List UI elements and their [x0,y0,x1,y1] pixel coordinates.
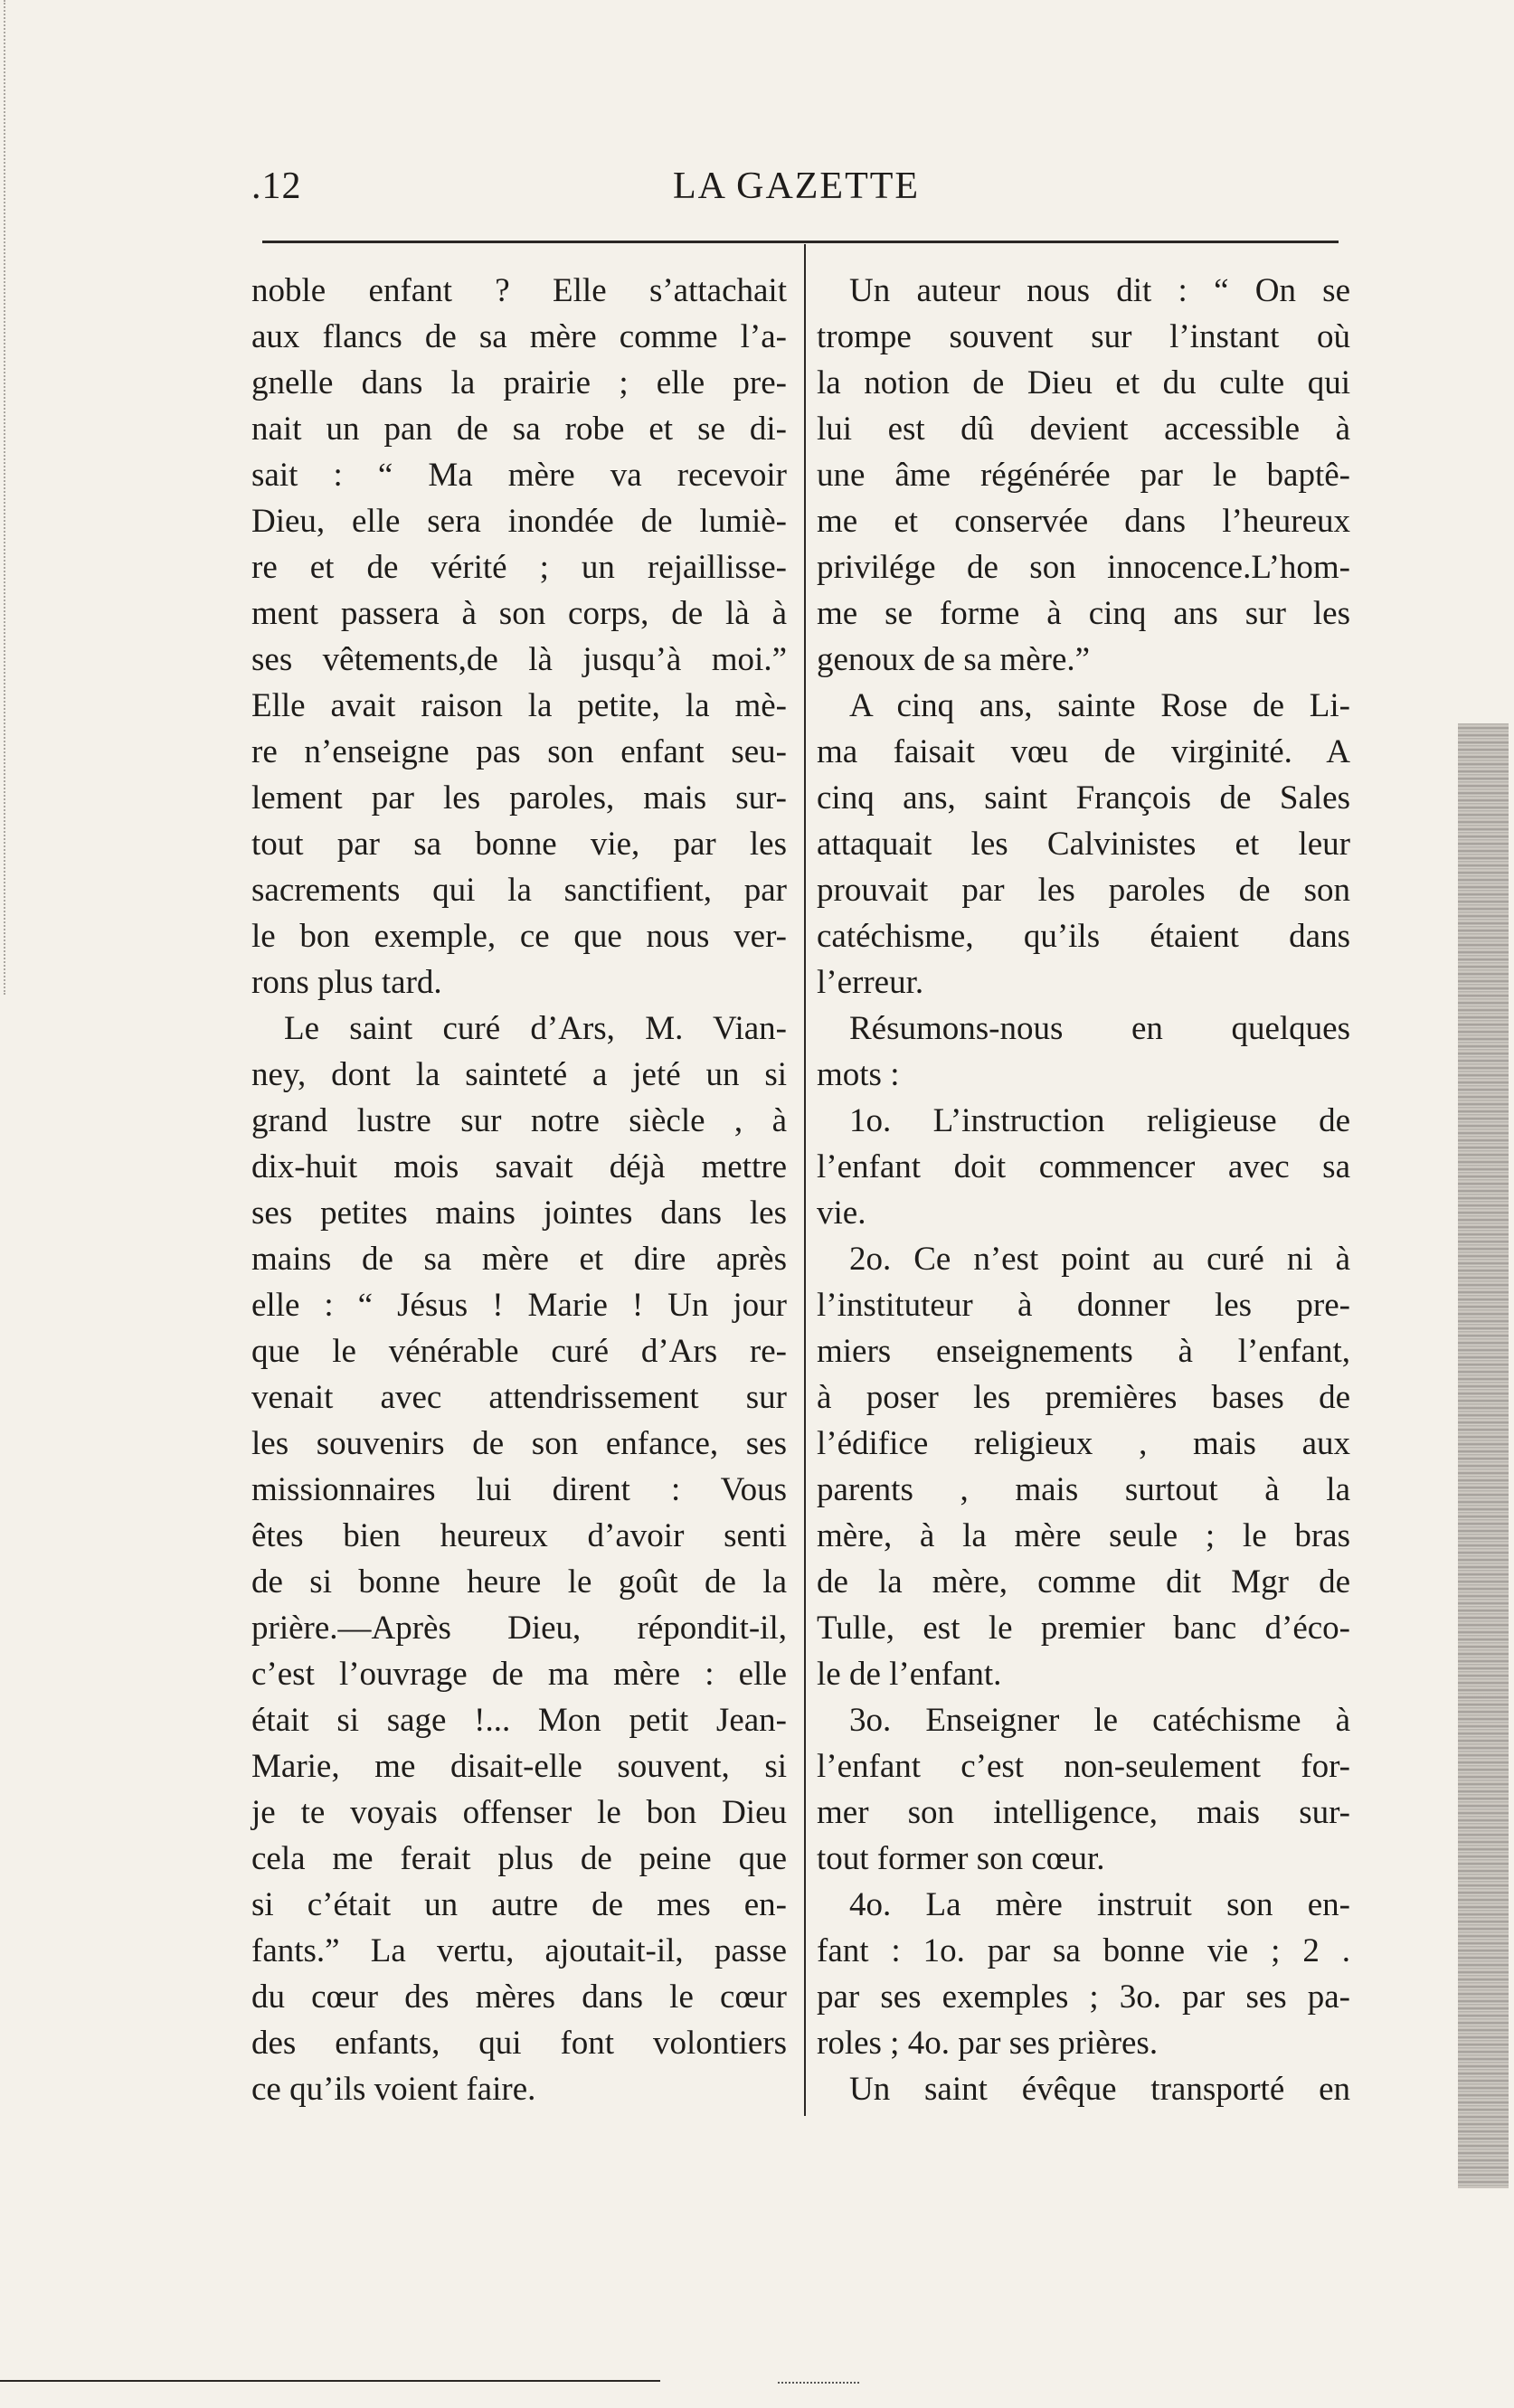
footer-rule [0,2380,660,2382]
text-line: lement par les paroles, mais sur- [251,779,787,817]
text-line: 2o. Ce n’est point au curé ni à [849,1241,1350,1278]
text-line: Un auteur nous dit : “ On se [849,272,1350,309]
text-line: sacrements qui la sanctifient, par [251,872,787,909]
text-line: le de l’enfant. [817,1656,1002,1693]
text-line: genoux de sa mère.” [817,641,1091,678]
text-line: ma faisait vœu de virginité. A [817,733,1350,770]
left-column [251,268,787,2112]
text-line: par ses exemples ; 3o. par ses pa- [817,1978,1350,2016]
text-line: gnelle dans la prairie ; elle pre- [251,364,787,401]
text-line: dix-huit mois savait déjà mettre [251,1148,787,1185]
text-line: lui est dû devient accessible à [817,411,1350,448]
running-title: LA GAZETTE [672,165,921,207]
text-line: des enfants, qui font volontiers [251,2025,787,2062]
page-number: .12 [251,165,302,207]
text-line: Un saint évêque transporté en [849,2071,1350,2108]
page-edge-scan-artifact [1458,723,1509,2188]
text-line: noble enfant ? Elle s’attachait [251,272,787,309]
text-line: miers enseignements à l’enfant, [817,1333,1350,1370]
text-line: Dieu, elle sera inondée de lumiè- [251,503,787,540]
text-line: tout par sa bonne vie, par les [251,826,787,863]
text-line: si c’était un autre de mes en- [251,1886,787,1923]
text-line: ses vêtements,de là jusqu’à moi.” [251,641,787,678]
text-line: privilége de son innocence.L’hom- [817,549,1350,586]
text-line: Résumons-nous en quelques [849,1010,1350,1047]
text-line: prière.—Après Dieu, répondit-il, [251,1610,787,1647]
text-line: grand lustre sur notre siècle , à [251,1102,787,1139]
text-line: cinq ans, saint François de Sales [817,779,1350,817]
text-line: fants.” La vertu, ajoutait-il, passe [251,1932,787,1969]
text-line: ce qu’ils voient faire. [251,2071,536,2108]
text-line: l’erreur. [817,964,924,1001]
text-line: mots : [817,1056,900,1093]
binding-edge-marks [4,0,25,995]
text-line: du cœur des mères dans le cœur [251,1978,787,2016]
text-line: à poser les premières bases de [817,1379,1350,1416]
text-line: l’édifice religieux , mais aux [817,1425,1350,1462]
text-line: 4o. La mère instruit son en- [849,1886,1350,1923]
text-line: c’est l’ouvrage de ma mère : elle [251,1656,787,1693]
text-line: aux flancs de sa mère comme l’a- [251,318,787,355]
text-line: me et conservée dans l’heureux [817,503,1350,540]
text-line: re n’enseigne pas son enfant seu- [251,733,787,770]
text-line: ney, dont la sainteté a jeté un si [251,1056,787,1093]
column-divider [804,244,806,2116]
page-header [251,165,1341,224]
text-line: la notion de Dieu et du culte qui [817,364,1350,401]
text-line: attaquait les Calvinistes et leur [817,826,1350,863]
text-line: je te voyais offenser le bon Dieu [251,1794,787,1831]
text-line: sait : “ Ma mère va recevoir [251,457,787,494]
text-line: Tulle, est le premier banc d’éco- [817,1610,1350,1647]
text-line: cela me ferait plus de peine que [251,1840,787,1877]
text-line: parents , mais surtout à la [817,1471,1350,1508]
text-line: êtes bien heureux d’avoir senti [251,1517,787,1554]
text-line: une âme régénérée par le baptê- [817,457,1350,494]
text-line: ment passera à son corps, de là à [251,595,787,632]
text-line: nait un pan de sa robe et se di- [251,411,787,448]
text-line: fant : 1o. par sa bonne vie ; 2 . [817,1932,1350,1969]
text-line: mère, à la mère seule ; le bras [817,1517,1350,1554]
text-line: catéchisme, qu’ils étaient dans [817,918,1350,955]
text-line: re et de vérité ; un rejaillisse- [251,549,787,586]
text-line: roles ; 4o. par ses prières. [817,2025,1159,2062]
text-line: Marie, me disait-elle souvent, si [251,1748,787,1785]
text-line: l’enfant doit commencer avec sa [817,1148,1350,1185]
text-line: que le vénérable curé d’Ars re- [251,1333,787,1370]
text-line: rons plus tard. [251,964,442,1001]
text-line: mer son intelligence, mais sur- [817,1794,1350,1831]
text-line: 1o. L’instruction religieuse de [849,1102,1350,1139]
text-line: Le saint curé d’Ars, M. Vian- [284,1010,787,1047]
footer-rule-short [778,2382,859,2384]
text-line: le bon exemple, ce que nous ver- [251,918,787,955]
text-line: de la mère, comme dit Mgr de [817,1563,1350,1601]
text-line: vie. [817,1195,866,1232]
text-line: l’enfant c’est non-seulement for- [817,1748,1350,1785]
text-line: de si bonne heure le goût de la [251,1563,787,1601]
right-column [817,268,1350,2112]
text-line: était si sage !... Mon petit Jean- [251,1702,787,1739]
text-line: elle : “ Jésus ! Marie ! Un jour [251,1287,787,1324]
text-line: prouvait par les paroles de son [817,872,1350,909]
text-line: me se forme à cinq ans sur les [817,595,1350,632]
text-line: tout former son cœur. [817,1840,1105,1877]
text-line: missionnaires lui dirent : Vous [251,1471,787,1508]
text-line: Elle avait raison la petite, la mè- [251,687,787,724]
text-line: ses petites mains jointes dans les [251,1195,787,1232]
header-rule [262,241,1339,243]
text-line: A cinq ans, sainte Rose de Li- [849,687,1350,724]
text-line: mains de sa mère et dire après [251,1241,787,1278]
text-line: l’instituteur à donner les pre- [817,1287,1350,1324]
text-line: trompe souvent sur l’instant où [817,318,1350,355]
text-line: les souvenirs de son enfance, ses [251,1425,787,1462]
text-line: venait avec attendrissement sur [251,1379,787,1416]
text-line: 3o. Enseigner le catéchisme à [849,1702,1350,1739]
